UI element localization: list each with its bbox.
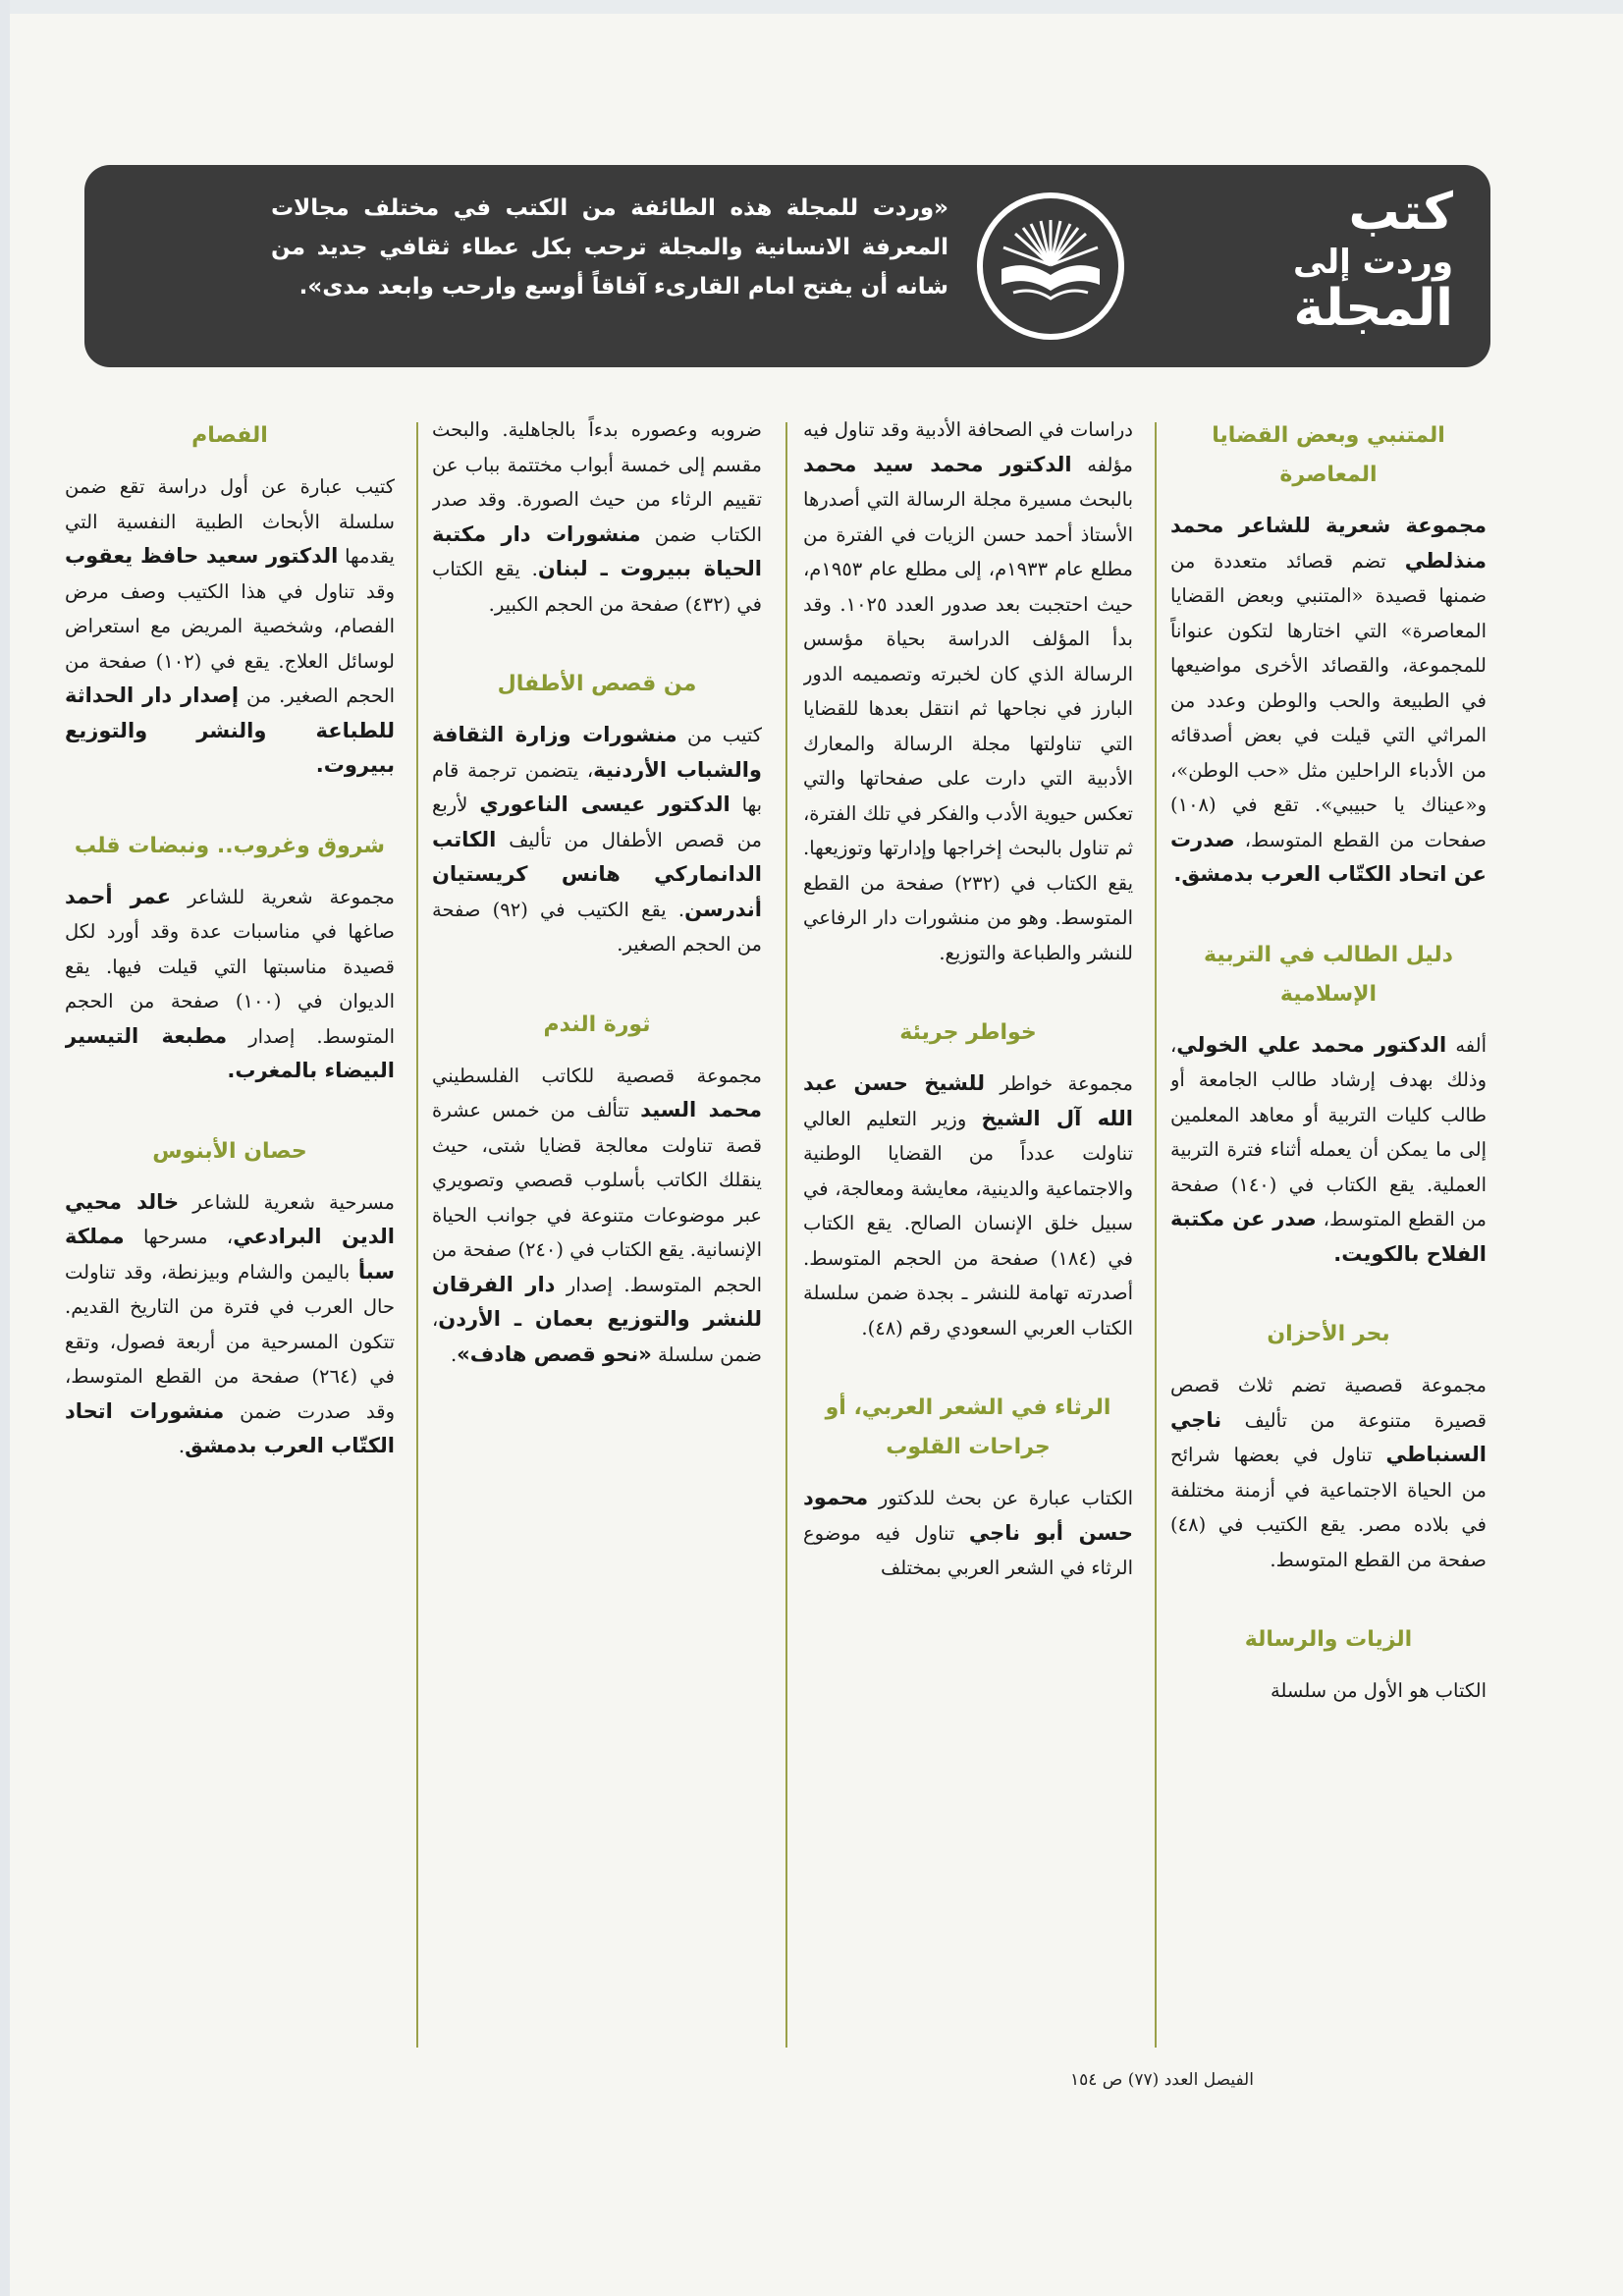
series-name: «نحو قصص هادف» xyxy=(457,1341,652,1366)
column-4 xyxy=(65,412,395,2043)
column-1 xyxy=(1170,412,1487,2043)
publisher-name: منشورات وزارة الثقافة والشباب الأردنية xyxy=(432,723,762,782)
author-name: محمود حسن أبو ناجي xyxy=(803,1486,1133,1545)
entry-text: مجموعة شعرية للشاعر xyxy=(171,885,395,908)
book-title-sunrise-sunset: شروق وغروب.. ونبضات قلب xyxy=(74,833,386,858)
author-name: محمد السيد xyxy=(640,1098,762,1121)
publisher-name: منشورات دار مكتبة الحياة ببيروت ـ لبنان xyxy=(432,521,762,580)
book-title-al-zayyat: الزيات والرسالة xyxy=(1244,1627,1413,1652)
entry-text: وزير التعليم العالي تناولت عدداً من القضايا الوطنية والاجتماعية والدينية، معايشة ومعالجة، في سبيل خلق الإنسان الصالح. يقع الكتاب في (١٨٤) صفحة من الحجم المتوسط. أصدرته تهامة للنشر ـ بجدة ضمن سلسلة الكتاب العربي السعودي رقم (٤٨). xyxy=(803,1107,1133,1339)
author-name: الدكتور محمد سيد محمد xyxy=(803,452,1072,476)
entry-text: الكتاب هو الأول من سلسلة xyxy=(1271,1679,1487,1702)
entry-text: تناول فيه موضوع الرثاء في الشعر العربي بمختلف xyxy=(803,1521,1133,1579)
author-name: الكاتب الدانماركي هانس كريستيان أندرسن xyxy=(432,827,762,921)
entry-text: . xyxy=(178,1435,186,1457)
book-title-bold-thoughts: خواطر جريئة xyxy=(899,1020,1037,1045)
publisher-name: منشورات اتحاد الكتّاب العرب بدمشق xyxy=(65,1398,395,1457)
book-entry-schizophrenia xyxy=(65,469,395,784)
entry-text: تتألف من خمس عشرة قصة تناولت معالجة قضايا شتى، حيث ينقلك الكاتب بأسلوب قصصي وتصويري عبر موضوعات متنوعة في جوانب الحياة الإنسانية. يقع الكتاب في (٢٤٠) صفحة من الحجم المتوسط. إصدار xyxy=(432,1099,762,1296)
entry-text: . xyxy=(450,1342,458,1366)
entry-text: باليمن والشام وبيزنطة، وقد تناولت حال العرب في فترة من التاريخ القديم. تتكون المسرحية من أربعة فصول، وتقع في (٢٦٤) صفحة من القطع المتوسط، وقد صدرت ضمن xyxy=(65,1260,395,1423)
book-title-schizophrenia: الفصام xyxy=(191,423,268,448)
entry-text: بالبحث مسيرة مجلة الرسالة التي أصدرها الأستاذ أحمد حسن الزيات في الفترة من مطلع عام ١٩٣٣م، إلى مطلع عام ١٩٥٣م، حيث احتجبت بعد صدور العدد ١٠٢٥. وقد بدأ المؤلف الدراسة بحياة مؤسس الرسالة الذي كان لخبرته وتصميمه الدور البارز في نجاحها ثم انتقل بعدها للقضايا التي تناولتها مجلة الرسالة والمعارك الأدبية التي دارت على صفحاتها والتي تعكس حيوية الأدب والفكر في تلك الفترة، ثم تناول بالبحث إخراجها وإدارتها وتوزيعها. يقع الكتاب في (٢٣٢) صفحة من القطع المتوسط. وهو من منشورات دار الرفاعي للنشر والطباعة والتوزيع. xyxy=(803,488,1133,964)
author-name: للشيخ حسن عبد الله آل الشيخ xyxy=(803,1071,1133,1130)
entry-text: مجموعة خواطر xyxy=(984,1072,1133,1095)
book-title-student-guide: دليل الطالب في التربية الإسلامية xyxy=(1204,942,1453,1007)
publisher-name: دار الفرقان للنشر والتوزيع بعمان ـ الأردن xyxy=(432,1272,762,1331)
book-entry-al-zayyat-continued xyxy=(803,412,1133,970)
entry-text: مجموعة قصصية تضم ثلاث قصص قصيرة متنوعة من تأليف xyxy=(1170,1374,1487,1432)
book-entry-revolution-of-regret xyxy=(432,1059,762,1373)
author-name: مجموعة شعرية للشاعر محمد منذلطي xyxy=(1170,514,1487,573)
book-title-al-mutanabbi: المتنبي وبعض القضايا المعاصرة xyxy=(1212,423,1445,487)
setting-name: مملكة سبأ xyxy=(65,1225,395,1284)
book-entry-al-zayyat xyxy=(1170,1673,1487,1709)
banner-title-line-2: وردت إلى xyxy=(1293,243,1453,282)
entry-text: الكتاب عبارة عن بحث للدكتور xyxy=(868,1487,1133,1509)
entry-text: وقد تناول في هذا الكتيب وصف مرض الفصام، وشخصية المريض مع استعراض لوسائل العلاج. يقع في (١٠٢) صفحة من الحجم الصغير. من xyxy=(65,579,395,707)
header-banner xyxy=(84,165,1490,367)
entry-text: لأربع من قصص الأطفال من تأليف xyxy=(432,793,762,851)
book-entry-bold-thoughts xyxy=(803,1066,1133,1345)
entry-text: كتيب عبارة عن أول دراسة تقع ضمن سلسلة الأبحاث الطبية النفسية التي يقدمها xyxy=(65,475,395,568)
entry-text: صاغها في مناسبات عدة وقد أورد لكل قصيدة مناسبتها التي قيلت فيها. يقع الديوان في (١٠٠) صفحة من الحجم المتوسط. إصدار xyxy=(65,920,395,1048)
author-name: خالد محيي الدين البرادعي xyxy=(65,1189,395,1248)
page-top-edge xyxy=(0,0,1623,14)
author-name: الدكتور محمد علي الخولي xyxy=(1176,1032,1447,1057)
book-title-revolution-of-regret: ثورة الندم xyxy=(543,1011,651,1037)
entry-text: ، وذلك بهدف إرشاد طالب الجامعة أو طالب كليات التربية أو معاهد المعلمين إلى ما يمكن أن يعمله أثناء فترة التربية العملية. يقع الكتاب في (١٤٠) صفحة من القطع المتوسط، xyxy=(1170,1033,1487,1230)
book-entry-sunrise-sunset xyxy=(65,880,395,1089)
entry-text: . يقع الكتاب في (٤٣٢) صفحة من الحجم الكبير. xyxy=(432,558,762,616)
book-entry-elegy-continued xyxy=(432,412,762,622)
book-title-elegy: الرثاء في الشعر العربي، أو جراحات القلوب xyxy=(825,1395,1111,1459)
entry-text: ألفه xyxy=(1446,1033,1487,1057)
publisher-name: صدرت عن اتحاد الكتّاب العرب بدمشق. xyxy=(1170,827,1487,886)
banner-title-line-3: المجلة xyxy=(1293,279,1453,338)
book-entry-childrens-stories xyxy=(432,718,762,962)
page-left-edge xyxy=(0,0,10,2296)
translator-name: الدكتور عيسى الناعوري xyxy=(479,793,730,816)
page-footer: الفيصل العدد (٧٧) ص ١٥٤ xyxy=(1070,2070,1254,2090)
author-name: ناجي السنباطي xyxy=(1170,1407,1487,1466)
entry-text: ، يتضمن ترجمة قام بها xyxy=(432,758,762,816)
book-title-childrens-stories: من قصص الأطفال xyxy=(497,672,697,696)
entry-text: تضم قصائد متعددة من ضمنها قصيدة «المتنبي وبعض القضايا المعاصرة» التي اختارها لتكون عنواناً للمجموعة، والقصائد الأخرى مواضيعها في الطبيعة والحب والوطن وعدد من المراثي التي قيلت في بعض أصدقائه من الأدباء الراحلين مثل «حب الوطن»، و«عيناك يا حبيبي». تقع في (١٠٨) صفحات من القطع المتوسط، xyxy=(1170,549,1487,851)
publisher-name: إصدار دار الحداثة للطباعة والنشر والتوزيع ببيروت. xyxy=(65,683,395,777)
entry-text: ، مسرحها xyxy=(124,1226,234,1248)
open-book-sunrise-icon xyxy=(974,185,1127,348)
column-rule-1 xyxy=(1155,422,1157,2048)
banner-intro-text: «وردت للمجلة هذه الطائفة من الكتب في مختلف مجالات المعرفة الانسانية والمجلة ترحب بكل عطاء ثقافي جديد من شانه أن يفتح امام القارىء آفاقاً أوسع وارحب وابعد مدى». xyxy=(271,195,948,300)
publisher-name: صدر عن مكتبة الفلاح بالكويت. xyxy=(1170,1207,1487,1266)
entry-text: تناول في بعضها شرائح من الحياة الاجتماعية في أزمنة مختلفة في بلاده مصر. يقع الكتيب في (٤٨) صفحة من القطع المتوسط. xyxy=(1170,1444,1487,1571)
book-entry-al-mutanabbi xyxy=(1170,509,1487,893)
column-rule-3 xyxy=(416,422,418,2048)
entry-text: ضروبه وعصوره بدءاً بالجاهلية. والبحث مقسم إلى خمسة أبواب مختتمة بباب عن تقييم الرثاء من حيث الصورة. وقد صدر الكتاب ضمن xyxy=(432,418,762,546)
entry-text: ، ضمن سلسلة xyxy=(432,1308,762,1366)
entry-text: . يقع الكتيب في (٩٢) صفحة من الحجم الصغير. xyxy=(432,898,762,956)
banner-title xyxy=(1267,183,1453,344)
book-title-ebony-horse: حصان الأبنوس xyxy=(152,1138,307,1164)
entry-text: كتيب من xyxy=(676,724,762,746)
book-entry-elegy xyxy=(803,1481,1133,1586)
book-title-sea-of-sorrows: بحر الأحزان xyxy=(1267,1322,1390,1346)
entry-text: دراسات في الصحافة الأدبية وقد تناول فيه مؤلفه xyxy=(803,418,1133,476)
book-entry-sea-of-sorrows xyxy=(1170,1368,1487,1577)
banner-title-line-1: كتب xyxy=(1348,183,1453,242)
author-name: الدكتور سعيد حافظ يعقوب xyxy=(65,544,339,568)
author-name: عمر أحمد xyxy=(65,884,172,908)
column-rule-2 xyxy=(785,422,787,2048)
entry-text: مسرحية شعرية للشاعر xyxy=(179,1190,395,1214)
column-2 xyxy=(803,412,1133,2043)
book-entry-ebony-horse xyxy=(65,1185,395,1464)
book-entry-student-guide xyxy=(1170,1028,1487,1273)
entry-text: مجموعة قصصية للكاتب الفلسطيني xyxy=(432,1064,762,1087)
column-3 xyxy=(432,412,762,2043)
publisher-name: مطبعة التيسير البيضاء بالمغرب. xyxy=(65,1023,395,1082)
